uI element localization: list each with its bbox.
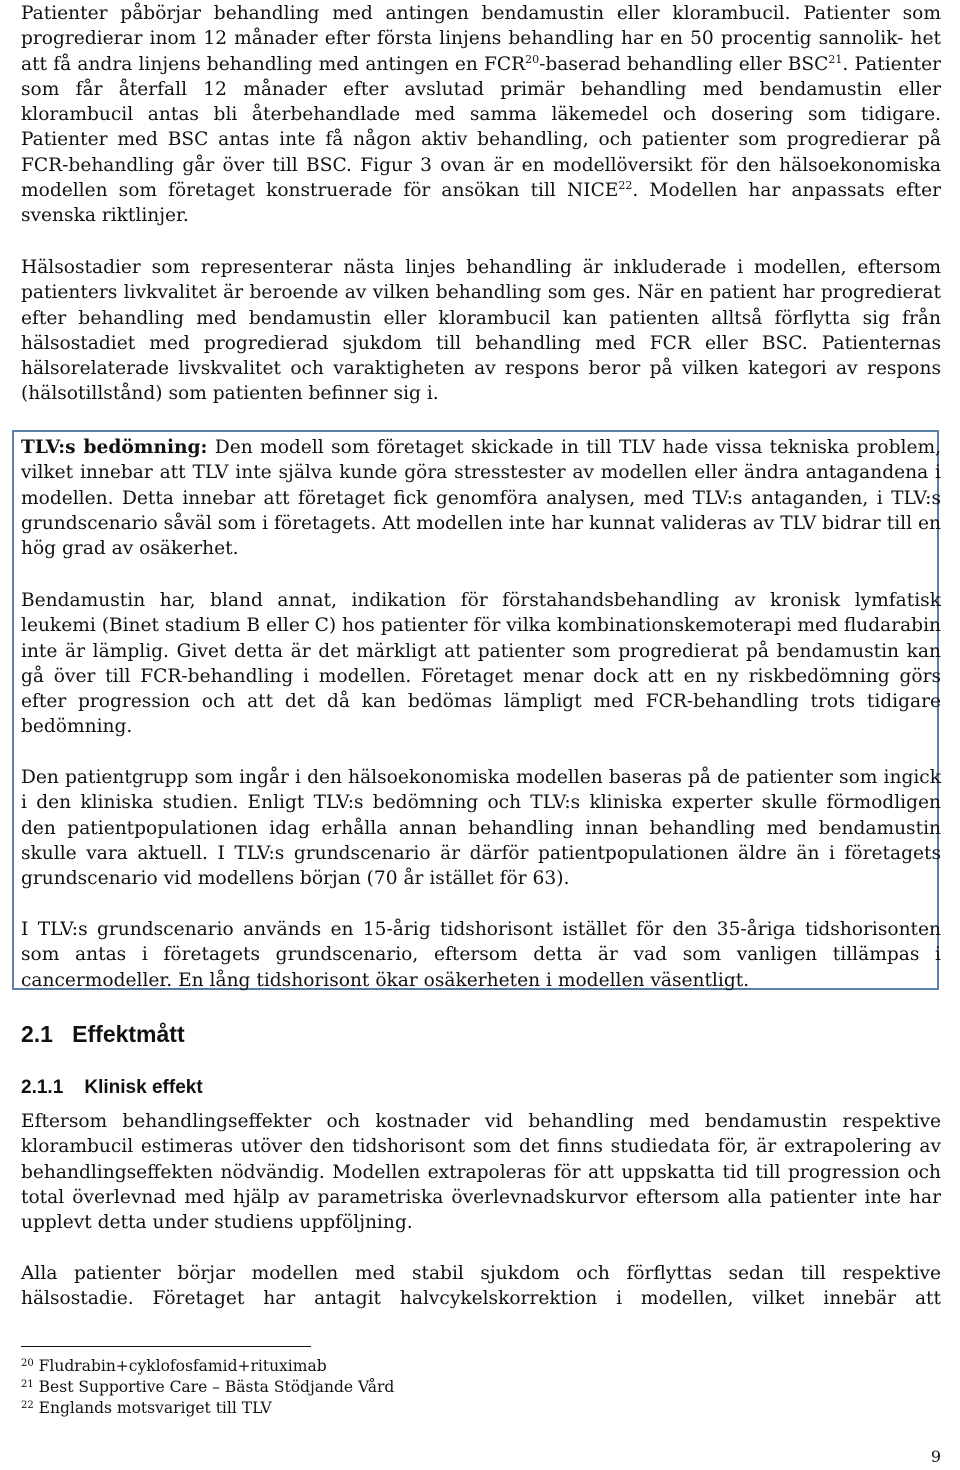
subsection-number: 2.1.1 <box>21 1077 64 1098</box>
footnote-text: Best Supportive Care – Bästa Stödjande Vård <box>38 1378 395 1396</box>
footnote-21 <box>21 1377 941 1398</box>
paragraph-text: . Modellen har anpassats efter svenska riktlinjer. <box>21 180 941 227</box>
page-number: 9 <box>930 1447 941 1466</box>
footnote-20 <box>21 1356 941 1377</box>
footnote-ref-21: 21 <box>828 52 843 66</box>
subsection-heading <box>21 1077 941 1099</box>
footnote-number: 22 <box>21 1400 34 1411</box>
subsection-title: Klinisk effekt <box>84 1077 203 1098</box>
paragraph-half-cycle: Alla patienter börjar modellen med stabil sjukdom och förflyttas sedan till respektive hälsostadie. Företaget har antagit halvcykelskorrektion i modellen, vilket innebär att <box>21 1263 941 1310</box>
tlv-assessment-heading: TLV:s bedömning: <box>21 437 208 458</box>
tlv-paragraph-population: Den patientgrupp som ingår i den hälsoekonomiska modellen baseras på de patienter som ingick i den kliniska studien. Enligt TLV:s bedömning och TLV:s kliniska experter skulle förmodligen den patientpopulationen idag erhålla annan behandling innan behandling med bendamustin skulle vara aktuell. I TLV:s grundscenario är därför patientpopulationen äldre än i företagets grundscenario vid modellens början (70 år istället för 63). <box>21 767 941 890</box>
footnote-22 <box>21 1398 941 1419</box>
footnote-number: 20 <box>21 1358 34 1369</box>
footnote-ref-20: 20 <box>525 52 540 66</box>
footnote-text: Englands motsvariget till TLV <box>38 1399 272 1417</box>
tlv-paragraph-time-horizon: I TLV:s grundscenario används en 15-årig tidshorisont istället för den 35-åriga tidshorisonten som antas i företagets grundscenario, eftersom detta är vad som vanligen tillämpas i cancermodeller. En lång tidshorisont ökar osäkerheten i modellen väsentligt. <box>21 919 941 991</box>
section-number: 2.1 <box>21 1021 53 1047</box>
footnote-divider <box>21 1346 311 1347</box>
paragraph-clinical-effect: Eftersom behandlingseffekter och kostnader vid behandling med bendamustin respektive klorambucil estimeras utöver den tidshorisont som det finns studiedata för, är extrapolering av behandlingseffekten nödvändig. Modellen extrapoleras för att uppskatta tid till progression och total överlevnad med hjälp av parametriska överlevnadskurvor eftersom alla patienter inte har upplevt detta under studiens uppföljning. <box>21 1111 941 1234</box>
footnote-text: Fludrabin+cyklofosfamid+rituximab <box>38 1357 327 1375</box>
section-title: Effektmått <box>72 1021 185 1047</box>
paragraph-text: Den modell som företaget skickade in till TLV hade vissa tekniska problem, vilket innebar att TLV inte själva kunde göra stresstester av modellen eller ändra antagandena i modellen. Detta innebar att företaget fick genomföra analysen, med TLV:s antaganden, i TLV:s grundscenario såväl som i företagets. Att modellen inte har kunnat valideras av TLV bidrar till en hög grad av osäkerhet. <box>21 437 942 560</box>
paragraph-model-structure <box>21 1 941 229</box>
tlv-assessment-paragraph <box>21 435 941 561</box>
paragraph-text: het att få andra linjens behandling med antingen en FCR <box>21 28 941 75</box>
tlv-paragraph-indication: Bendamustin har, bland annat, indikation för förstahandsbehandling av kronisk lymfatisk leukemi (Binet stadium B eller C) hos patienter för vilka kombinationskemoterapi med fludarabin inte är lämplig. Givet detta är det märkligt att patienter som progredierat på bendamustin kan gå över till FCR-behandling i modellen. Företaget menar dock att en ny riskbedömning görs efter progression och att det då kan bedömas lämpligt med FCR-behandling trots tidigare bedömning. <box>21 590 941 738</box>
footnote-number: 21 <box>21 1379 34 1390</box>
section-heading <box>21 1021 941 1048</box>
footnotes <box>21 1356 941 1419</box>
paragraph-health-states: Hälsostadier som representerar nästa linjes behandling är inkluderade i modellen, eftersom patienters livkvalitet är beroende av vilken behandling som ges. När en patient har progredierat efter behandling med bendamustin eller klorambucil kan patienten alltså förflytta sig från hälsostadiet med progredierad sjukdom till behandling med FCR eller BSC. Patienternas hälsorelaterade livskvalitet och varaktigheten av respons beror på vilken kategori av respons (hälsotillstånd) som patienten befinner sig i. <box>21 257 941 405</box>
paragraph-text: -baserad behandling eller BSC <box>539 53 829 75</box>
paragraph-text: . Patienter som får återfall 12 månader efter avslutad primär behandling med bendamustin eller klorambucil antas bli återbehandlade med samma läkemedel och dosering som tidigare. Patienter med BSC antas inte få någon aktiv behandling, och patienter som progredierar på FCR-behandling går över till BSC. Figur 3 ovan är en modellöversikt för den hälsoekonomiska modellen som företaget konstruerade för ansökan till NICE <box>21 53 942 202</box>
footnote-ref-22: 22 <box>618 179 633 193</box>
paragraph-text: Patienter påbörjar behandling med antingen bendamustin eller klorambucil. Patienter som progredierar inom 12 månader efter första linjens behandling har en 50 procentig sannolik- <box>21 3 941 50</box>
